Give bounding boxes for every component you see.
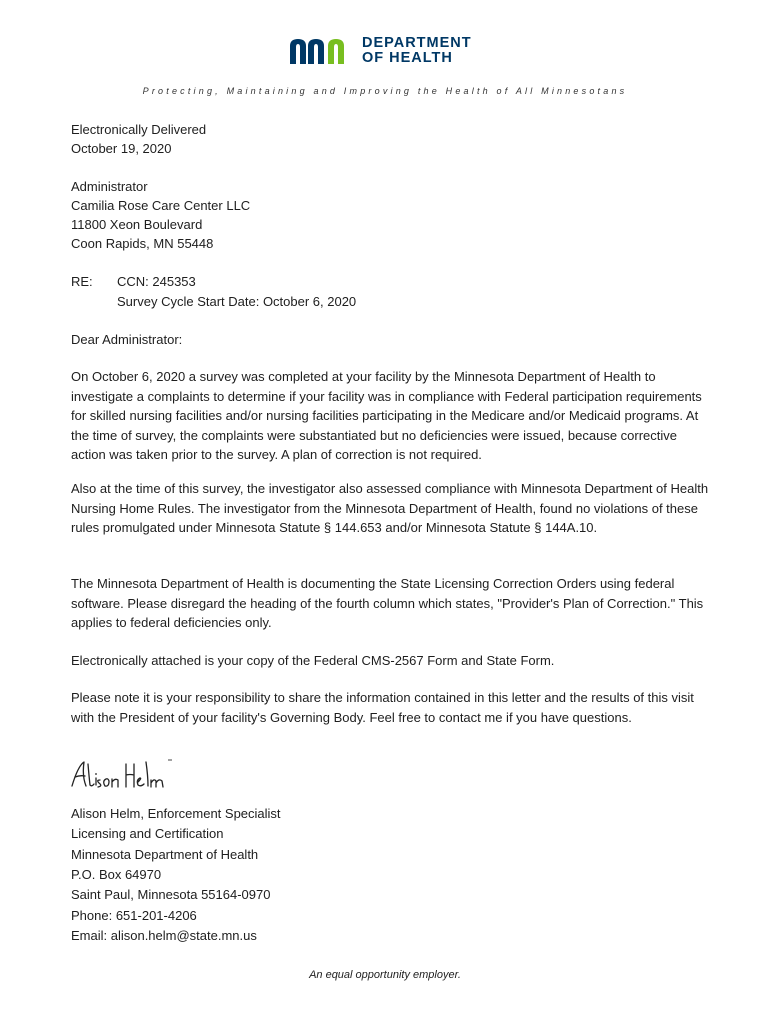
paragraph-5: Please note it is your responsibility to share the information contained in this letter and the results of this visit with the President of your facility's Governing Body. Feel free to contact me if you have questions. [71, 690, 694, 725]
signer-email: Email: alison.helm@state.mn.us [71, 928, 257, 943]
paragraph-2: Also at the time of this survey, the investigator also assessed compliance with Minnesota Department of Health Nursing Home Rules. The investigator from the Minnesota Department of Health, found no violations of these rules promulgated under Minnesota Statute § 144.653 and/or Minnesota Statute § 144A.10. [71, 481, 709, 535]
signature-image [68, 756, 188, 796]
recipient-name: Camilia Rose Care Center LLC [71, 198, 251, 213]
paragraph-3: The Minnesota Department of Health is documenting the State Licensing Correction Orders using federal software. Please disregard the heading of the fourth column which states, "Provider's Plan of Correction." This applies to federal deficiencies only. [71, 576, 704, 630]
signer-po-box: P.O. Box 64970 [71, 867, 162, 882]
tagline: Protecting, Maintaining and Improving the Health of All Minnesotans [142, 86, 628, 96]
footer-statement: An equal opportunity employer. [309, 969, 461, 981]
signer-name-title: Alison Helm, Enforcement Specialist [71, 806, 281, 821]
delivery-method: Electronically Delivered [71, 122, 207, 137]
logo-line-2: OF HEALTH [362, 50, 453, 66]
re-survey-date: Survey Cycle Start Date: October 6, 2020 [117, 293, 357, 309]
body-paragraph [71, 479, 711, 538]
paragraph-4: Electronically attached is your copy of the Federal CMS-2567 Form and State Form. [71, 653, 555, 668]
body-paragraph [71, 688, 711, 727]
recipient-title: Administrator [71, 179, 148, 194]
signer-city: Saint Paul, Minnesota 55164-0970 [71, 887, 271, 902]
signer-unit: Licensing and Certification [71, 826, 224, 841]
logo-line-1: DEPARTMENT [362, 35, 472, 51]
re-block [117, 272, 356, 311]
recipient-street: 11800 Xeon Boulevard [71, 217, 203, 232]
paragraph-1: On October 6, 2020 a survey was completed at your facility by the Minnesota Department of Health to investigate a complaints to determine if your facility was in compliance with Federal participation requirements for skilled nursing facilities and/or nursing facilities participating in the Medicare and/or Medicaid programs. At the time of survey, the complaints were substantiated but no deficiencies were issued, because corrective action was taken prior to the survey. A plan of correction is not required. [71, 369, 702, 462]
body-paragraph [71, 367, 711, 465]
salutation: Dear Administrator: [71, 332, 183, 347]
signer-phone: Phone: 651-201-4206 [71, 908, 197, 923]
re-label: RE: [71, 274, 93, 289]
body-paragraph [71, 651, 711, 671]
mdh-logo [288, 36, 488, 68]
body-paragraph [71, 574, 711, 633]
recipient-city: Coon Rapids, MN 55448 [71, 236, 214, 251]
signer-dept: Minnesota Department of Health [71, 847, 259, 862]
re-ccn: CCN: 245353 [117, 274, 196, 289]
letter-date: October 19, 2020 [71, 141, 172, 156]
mn-logo-icon [288, 36, 354, 66]
